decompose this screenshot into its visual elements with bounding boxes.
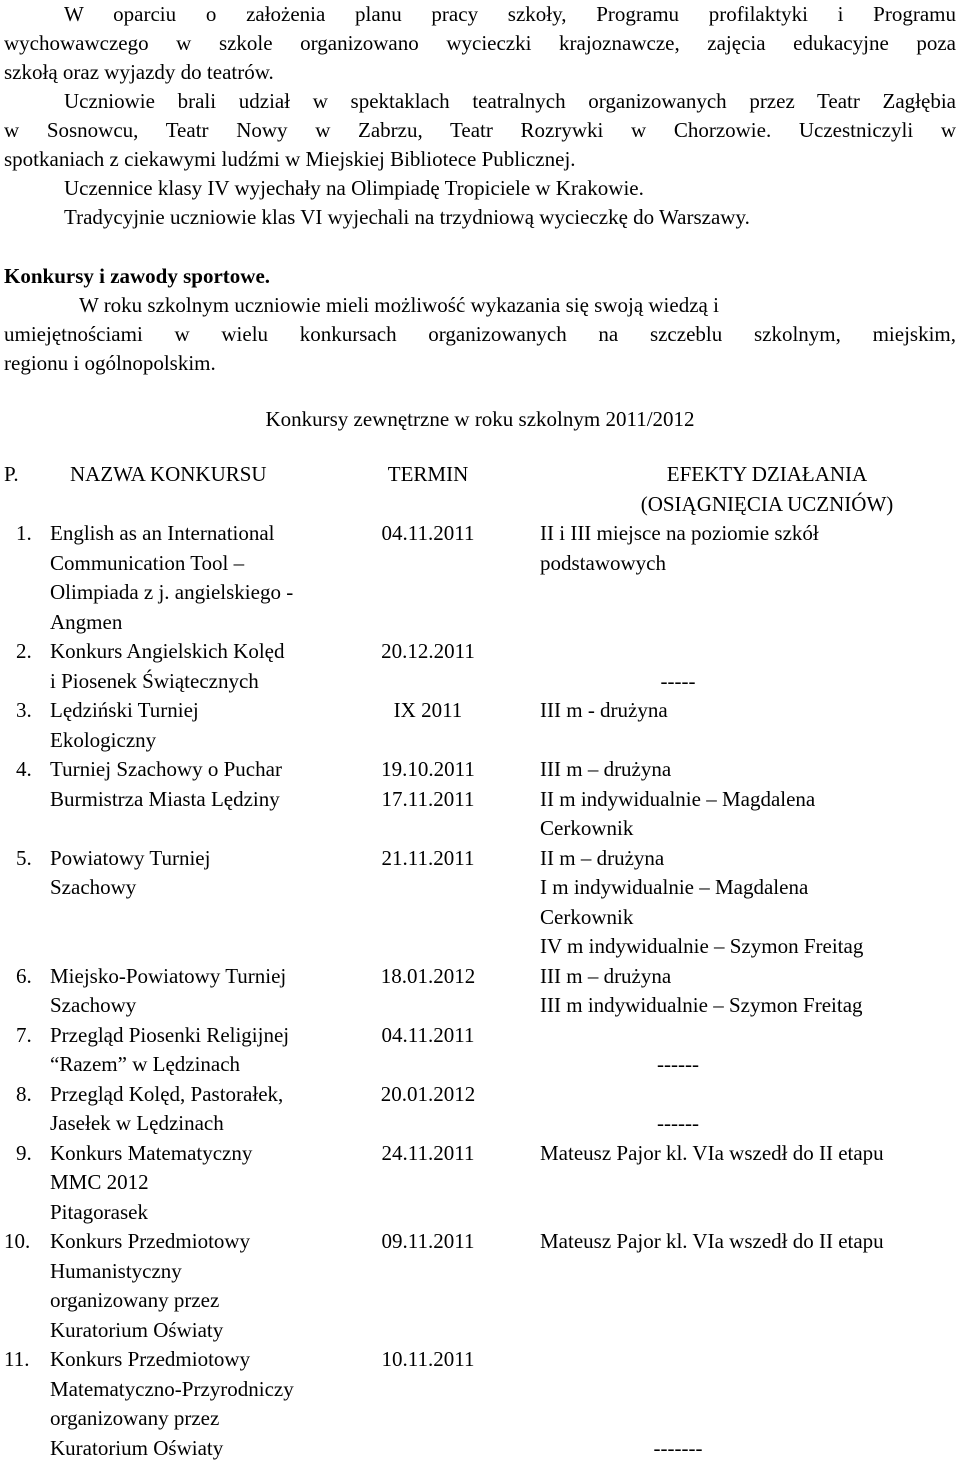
contest-date-line: 24.11.2011: [381, 1140, 475, 1165]
row-number: 10.: [4, 1229, 31, 1253]
intro-line: Uczennice klasy IV wyjechały na Olimpiadę Tropiciele w Krakowie.: [64, 176, 644, 200]
contest-date-line: 20.12.2011: [381, 639, 475, 663]
contest-result-line: I m indywidualnie – Magdalena: [540, 875, 809, 899]
table-header-row: [4, 460, 956, 519]
intro-paragraph: [4, 0, 956, 232]
table-row: [4, 1021, 956, 1080]
contest-name-line: Pitagorasek: [50, 1199, 148, 1224]
contest-result-line: Mateusz Pajor kl. VIa wszedł do II etapu: [540, 1229, 884, 1253]
header-name: NAZWA KONKURSU: [70, 462, 267, 486]
contest-date-line: 20.01.2012: [380, 1081, 476, 1106]
table-row: [4, 1139, 956, 1228]
contest-date-line: 21.11.2011: [381, 845, 475, 870]
contest-name-line: organizowany przez: [50, 1288, 220, 1312]
contest-name-line: Kuratorium Oświaty: [50, 1435, 224, 1460]
contest-result-line: Cerkownik: [540, 904, 634, 929]
contest-result-line: III m indywidualnie – Szymon Freitag: [540, 993, 863, 1017]
row-number: 6.: [16, 963, 32, 988]
contest-name-line: Communication Tool –: [50, 550, 245, 575]
row-number: 3.: [16, 698, 32, 722]
contest-result: [538, 1021, 956, 1080]
contest-date: [358, 1227, 538, 1345]
contest-date: [358, 962, 538, 1021]
contest-result-line: [540, 637, 956, 667]
contest-date-line: 10.11.2011: [381, 1347, 475, 1371]
contest-name: [48, 1227, 358, 1345]
intro-line: spotkaniach z ciekawymi ludźmi w Miejskiej Bibliotece Publicznej.: [4, 147, 576, 171]
contest-result-line: -------: [653, 1435, 703, 1460]
contest-date: [358, 1021, 538, 1080]
document-page: [4, 0, 956, 434]
contest-date-line: 04.11.2011: [381, 521, 475, 545]
contest-name-line: Lędziński Turniej: [50, 698, 199, 722]
contest-name: [48, 1139, 358, 1228]
contest-date-line: 19.10.2011: [381, 757, 475, 781]
contest-name-line: English as an International: [50, 521, 275, 545]
contest-name-line: Jasełek w Lędzinach: [50, 1111, 224, 1135]
contest-result-line: II m indywidualnie – Magdalena: [540, 786, 816, 811]
contest-result: [538, 519, 956, 637]
contest-result: [538, 1139, 956, 1228]
contest-result-line: [540, 1404, 956, 1434]
header-result-line: (OSIĄGNIĘCIA UCZNIÓW): [640, 491, 894, 516]
intro-line: w Sosnowcu, Teatr Nowy w Zabrzu, Teatr Rozrywki w Chorzowie. Uczestniczyli w: [4, 118, 956, 142]
contest-date: [358, 844, 538, 962]
contest-name-line: Przegląd Piosenki Religijnej: [50, 1022, 290, 1047]
contest-result: [538, 844, 956, 962]
contest-name: [48, 844, 358, 962]
contest-name-line: Turniej Szachowy o Puchar: [50, 757, 282, 781]
contest-date: [358, 1139, 538, 1228]
table-row: [4, 637, 956, 696]
contest-name-line: Olimpiada z j. angielskiego -: [50, 580, 294, 604]
intro-line: Tradycyjnie uczniowie klas VI wyjechali na trzydniową wycieczkę do Warszawy.: [64, 205, 750, 229]
table-row: [4, 755, 956, 844]
contest-name-line: Ekologiczny: [50, 727, 157, 752]
contest-date: [358, 519, 538, 637]
section-line: regionu i ogólnopolskim.: [4, 351, 216, 375]
row-number: 7.: [16, 1022, 32, 1047]
row-number: 8.: [16, 1081, 32, 1106]
table-row: [4, 696, 956, 755]
header-result: [538, 460, 956, 519]
contest-date-line: IX 2011: [393, 698, 463, 722]
contest-result-line: [540, 1021, 956, 1051]
contest-name-line: organizowany przez: [50, 1406, 220, 1430]
contest-result-line: III m – drużyna: [540, 757, 672, 781]
contest-name-line: Matematyczno-Przyrodniczy: [50, 1376, 294, 1401]
table-row: [4, 844, 956, 962]
contest-name-line: Konkurs Przedmiotowy: [50, 1229, 251, 1253]
contest-date-line: 17.11.2011: [381, 786, 475, 811]
contest-name-line: Konkurs Angielskich Kolęd: [50, 639, 285, 663]
section-heading: Konkursy i zawody sportowe.: [4, 264, 271, 288]
section-paragraph: [4, 291, 956, 378]
contest-date-line: 04.11.2011: [381, 1022, 475, 1047]
contest-result-line: IV m indywidualnie – Szymon Freitag: [540, 934, 864, 958]
contest-result-line: Cerkownik: [540, 816, 634, 840]
contest-result-line: III m – drużyna: [540, 963, 672, 988]
contest-date-line: 18.01.2012: [380, 963, 476, 988]
row-number: 2.: [16, 639, 32, 663]
contest-result: [538, 637, 956, 696]
row-number: 11.: [4, 1347, 30, 1371]
contest-name-line: Powiatowy Turniej: [50, 845, 211, 870]
contest-result-line: II i III miejsce na poziomie szkół: [540, 521, 819, 545]
contest-result: [538, 1345, 956, 1463]
contest-name: [48, 962, 358, 1021]
contest-result-line: Mateusz Pajor kl. VIa wszedł do II etapu: [540, 1140, 884, 1165]
intro-line: Uczniowie brali udział w spektaklach teatralnych organizowanych przez Teatr Zagłębia: [64, 89, 956, 113]
table-row: [4, 1080, 956, 1139]
contest-name-line: Szachowy: [50, 875, 137, 899]
intro-line: wychowawczego w szkole organizowano wycieczki krajoznawcze, zajęcia edukacyjne poza: [4, 31, 956, 55]
contest-name-line: Szachowy: [50, 993, 137, 1017]
contest-name: [48, 637, 358, 696]
contest-name-line: Humanistyczny: [50, 1258, 182, 1283]
row-number: 4.: [16, 757, 32, 781]
table-title: Konkursy zewnętrzne w roku szkolnym 2011/2012: [265, 407, 695, 431]
contest-date: [358, 755, 538, 844]
contest-date: [358, 696, 538, 755]
contest-name-line: MMC 2012: [50, 1170, 149, 1194]
contest-date: [358, 637, 538, 696]
section-line: umiejętnościami w wielu konkursach organizowanych na szczeblu szkolnym, miejskim,: [4, 322, 956, 346]
contest-name: [48, 696, 358, 755]
contest-result-line: III m - drużyna: [540, 698, 668, 722]
table-row: [4, 962, 956, 1021]
contest-name-line: Przegląd Kolęd, Pastorałek,: [50, 1081, 284, 1106]
contest-name-line: Miejsko-Powiatowy Turniej: [50, 963, 287, 988]
contest-result-line: II m – drużyna: [540, 845, 665, 870]
intro-line: W oparciu o założenia planu pracy szkoły, Programu profilaktyki i Programu: [64, 2, 956, 26]
contest-name: [48, 755, 358, 844]
table-row: [4, 1345, 956, 1463]
contest-name: [48, 1080, 358, 1139]
contest-result-line: -----: [660, 668, 696, 693]
row-number: 9.: [16, 1140, 32, 1165]
contest-date: [358, 1345, 538, 1463]
header-no: P.: [4, 462, 19, 486]
intro-line: szkołą oraz wyjazdy do teatrów.: [4, 60, 274, 84]
contest-result: [538, 1080, 956, 1139]
contest-date: [358, 1080, 538, 1139]
contest-date-line: 09.11.2011: [381, 1229, 475, 1253]
contest-result: [538, 962, 956, 1021]
contest-result: [538, 1227, 956, 1345]
header-result-line: EFEKTY DZIAŁANIA: [666, 462, 868, 486]
contest-result-line: podstawowych: [540, 550, 666, 575]
contest-name: [48, 519, 358, 637]
contest-name-line: Angmen: [50, 609, 123, 634]
contests-table: [4, 460, 956, 1463]
contest-name-line: “Razem” w Lędzinach: [50, 1052, 241, 1076]
contest-result: [538, 755, 956, 844]
table-row: [4, 1227, 956, 1345]
contest-result-line: [540, 1345, 956, 1375]
row-number: 1.: [16, 521, 32, 545]
contest-name: [48, 1345, 358, 1463]
contest-name-line: Konkurs Przedmiotowy: [50, 1347, 251, 1371]
contest-name-line: Kuratorium Oświaty: [50, 1317, 224, 1342]
contest-name-line: i Piosenek Świątecznych: [50, 668, 259, 693]
table-row: [4, 519, 956, 637]
contest-name-line: Konkurs Matematyczny: [50, 1140, 253, 1165]
contest-result-line: ------: [657, 1111, 699, 1135]
contest-result-line: [540, 1080, 956, 1110]
contest-result-line: ------: [657, 1052, 699, 1076]
row-number: 5.: [16, 845, 32, 870]
contest-name-line: Burmistrza Miasta Lędziny: [50, 786, 280, 811]
section-line: W roku szkolnym uczniowie mieli możliwość wykazania się swoją wiedzą i: [79, 293, 719, 317]
contest-result-line: [540, 1375, 956, 1405]
header-date: TERMIN: [387, 462, 469, 486]
contest-name: [48, 1021, 358, 1080]
contest-result: [538, 696, 956, 755]
